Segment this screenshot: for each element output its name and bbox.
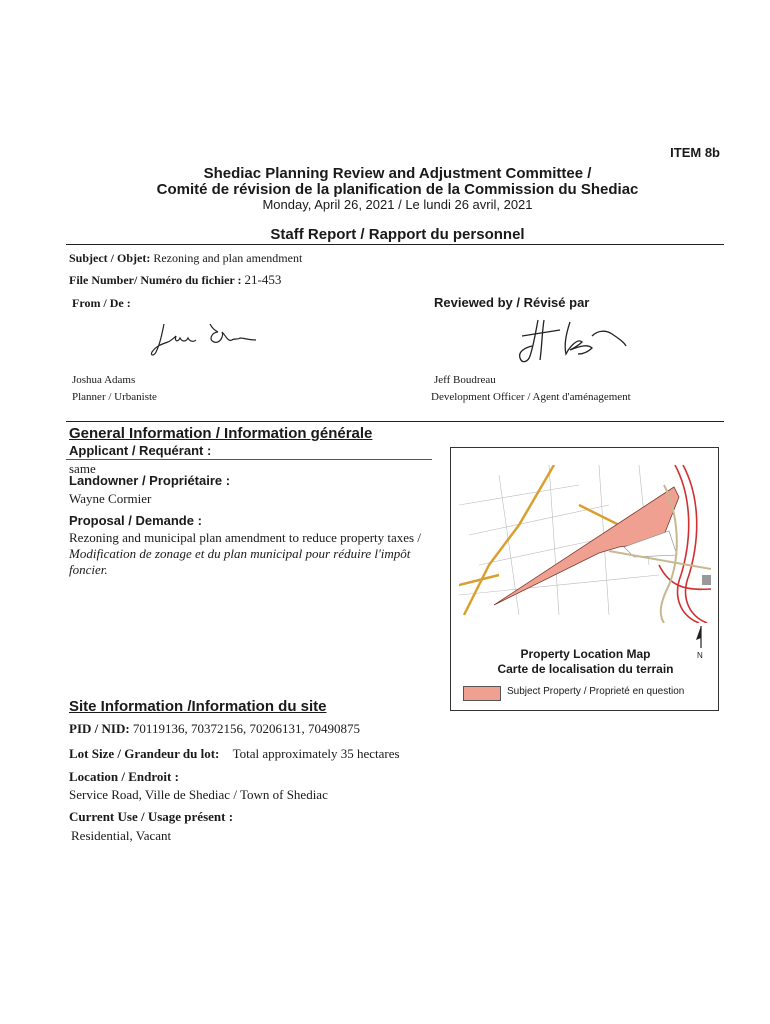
landowner-label: Landowner / Propriétaire : [69, 473, 231, 488]
property-location-map [450, 447, 719, 711]
signature-jeff-boudreau [508, 316, 628, 368]
site-info-heading: Site Information /Information du site [69, 698, 327, 715]
applicant-value: same [69, 461, 96, 476]
item-label: ITEM 8b [670, 145, 720, 160]
file-number-value: 21-453 [244, 272, 282, 287]
map-title-fr: Carte de localisation du terrain [497, 662, 674, 676]
from-label: From / De : [72, 296, 131, 310]
legend-swatch [463, 686, 501, 701]
north-label: N [697, 651, 703, 660]
from-name: Joshua Adams [72, 374, 136, 386]
map-title-en: Property Location Map [520, 647, 651, 661]
pid-label: PID / NID: [69, 721, 130, 736]
current-use-value: Residential, Vacant [71, 828, 172, 843]
meeting-date: Monday, April 26, 2021 / Le lundi 26 avril, 2021 [262, 197, 533, 212]
location-label: Location / Endroit : [69, 769, 179, 784]
proposal-text [69, 530, 441, 578]
applicant-label: Applicant / Requérant : [69, 443, 212, 458]
map-image [459, 465, 711, 623]
committee-title-fr: Comité de révision de la planification de la Commission du Shediac [156, 181, 639, 198]
reviewed-label: Reviewed by / Révisé par [434, 295, 590, 310]
file-number-line [69, 272, 281, 288]
proposal-en: Rezoning and municipal plan amendment to reduce property taxes / [69, 530, 421, 545]
subject-label: Subject / Objet: [69, 251, 151, 265]
subject-line [69, 251, 302, 266]
location-value: Service Road, Ville de Shediac / Town of Shediac [69, 787, 328, 802]
current-use-label: Current Use / Usage présent : [69, 809, 234, 824]
pid-line [69, 721, 360, 737]
report-title: Staff Report / Rapport du personnel [270, 226, 525, 243]
signature-joshua-adams [148, 318, 266, 360]
pid-value: 70119136, 70372156, 70206131, 70490875 [132, 721, 360, 736]
committee-title-en: Shediac Planning Review and Adjustment Committee / [203, 165, 592, 182]
landowner-value: Wayne Cormier [69, 491, 152, 506]
section-rule [66, 421, 724, 422]
file-number-label: File Number/ Numéro du fichier : [69, 273, 242, 287]
lot-size-label: Lot Size / Grandeur du lot: [69, 746, 220, 761]
lot-size-value: Total approximately 35 hectares [232, 746, 400, 761]
map-drawing [459, 465, 711, 623]
legend-label: Subject Property / Proprieté en question [507, 686, 685, 697]
lot-size-line [69, 746, 400, 762]
applicant-rule [66, 459, 432, 460]
reviewer-title: Development Officer / Agent d'aménagement [431, 391, 631, 403]
reviewer-name: Jeff Boudreau [434, 374, 496, 386]
from-title: Planner / Urbaniste [72, 391, 157, 403]
proposal-fr: Modification de zonage et du plan municipal pour réduire l'impôt foncier. [69, 546, 411, 577]
general-info-heading: General Information / Information générale [69, 425, 373, 442]
subject-value: Rezoning and plan amendment [153, 251, 303, 265]
proposal-label: Proposal / Demande : [69, 513, 202, 528]
header-rule [66, 244, 724, 245]
